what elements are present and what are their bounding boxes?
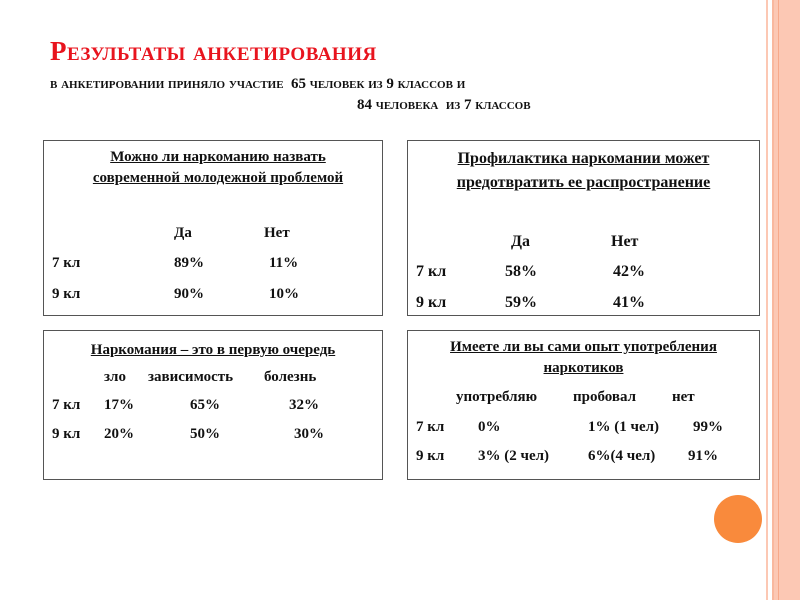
question: Можно ли наркоманию назвать современной молодежной проблемой: [92, 149, 344, 186]
cell: 6%(4 чел): [588, 448, 656, 464]
survey-box-3: [43, 330, 383, 480]
cell: 99%: [693, 419, 723, 435]
row-label: 9 кл: [52, 426, 81, 442]
row-label: 9 кл: [52, 286, 81, 302]
question: Профилактика наркомании может предотвратить ее распространение: [456, 150, 711, 191]
survey-box-4: [407, 330, 760, 480]
cell: 50%: [190, 426, 220, 442]
cell: 90%: [174, 286, 204, 302]
cell: 91%: [688, 448, 718, 464]
decor-line: [766, 0, 768, 600]
cell: 0%: [478, 419, 501, 435]
cell: 1% (1 чел): [588, 419, 660, 435]
header: болезнь: [264, 369, 317, 385]
survey-box-1: [43, 140, 383, 316]
cell: 41%: [613, 294, 645, 311]
row-label: 7 кл: [416, 263, 447, 280]
decor-band: [772, 0, 800, 600]
row-label: 7 кл: [416, 419, 445, 435]
cell: 11%: [269, 255, 299, 271]
decor-line: [778, 0, 779, 600]
question: Имеете ли вы сами опыт употребления наркотиков: [450, 339, 717, 376]
row-label: 9 кл: [416, 294, 447, 311]
cell: 17%: [104, 397, 134, 413]
cell: 3% (2 чел): [478, 448, 550, 464]
header-no: Нет: [264, 225, 290, 241]
subtitle-line2: 84 человека из 7 классов: [357, 97, 531, 113]
cell: 32%: [289, 397, 319, 413]
cell: 20%: [104, 426, 134, 442]
question: Наркомания – это в первую очередь: [90, 342, 336, 358]
header: зависимость: [148, 369, 234, 385]
header-no: Нет: [611, 233, 639, 250]
header-yes: Да: [174, 225, 192, 241]
header: зло: [104, 369, 126, 385]
header-yes: Да: [511, 233, 531, 250]
row-label: 7 кл: [52, 397, 81, 413]
header: пробовал: [573, 389, 637, 405]
cell: 89%: [174, 255, 204, 271]
cell: 10%: [269, 286, 299, 302]
row-label: 7 кл: [52, 255, 81, 271]
survey-box-2: [407, 140, 760, 316]
cell: 30%: [294, 426, 324, 442]
row-label: 9 кл: [416, 448, 445, 464]
header: нет: [672, 389, 695, 405]
header: употребляю: [456, 389, 538, 405]
cell: 65%: [190, 397, 220, 413]
cell: 59%: [505, 294, 537, 311]
cell: 58%: [505, 263, 537, 280]
subtitle-line1: в анкетировании приняло участие 65 человек из 9 классов и: [50, 76, 466, 92]
decor-circle: [714, 495, 762, 543]
cell: 42%: [613, 263, 645, 280]
slide-title: Результаты анкетирования: [50, 36, 377, 66]
